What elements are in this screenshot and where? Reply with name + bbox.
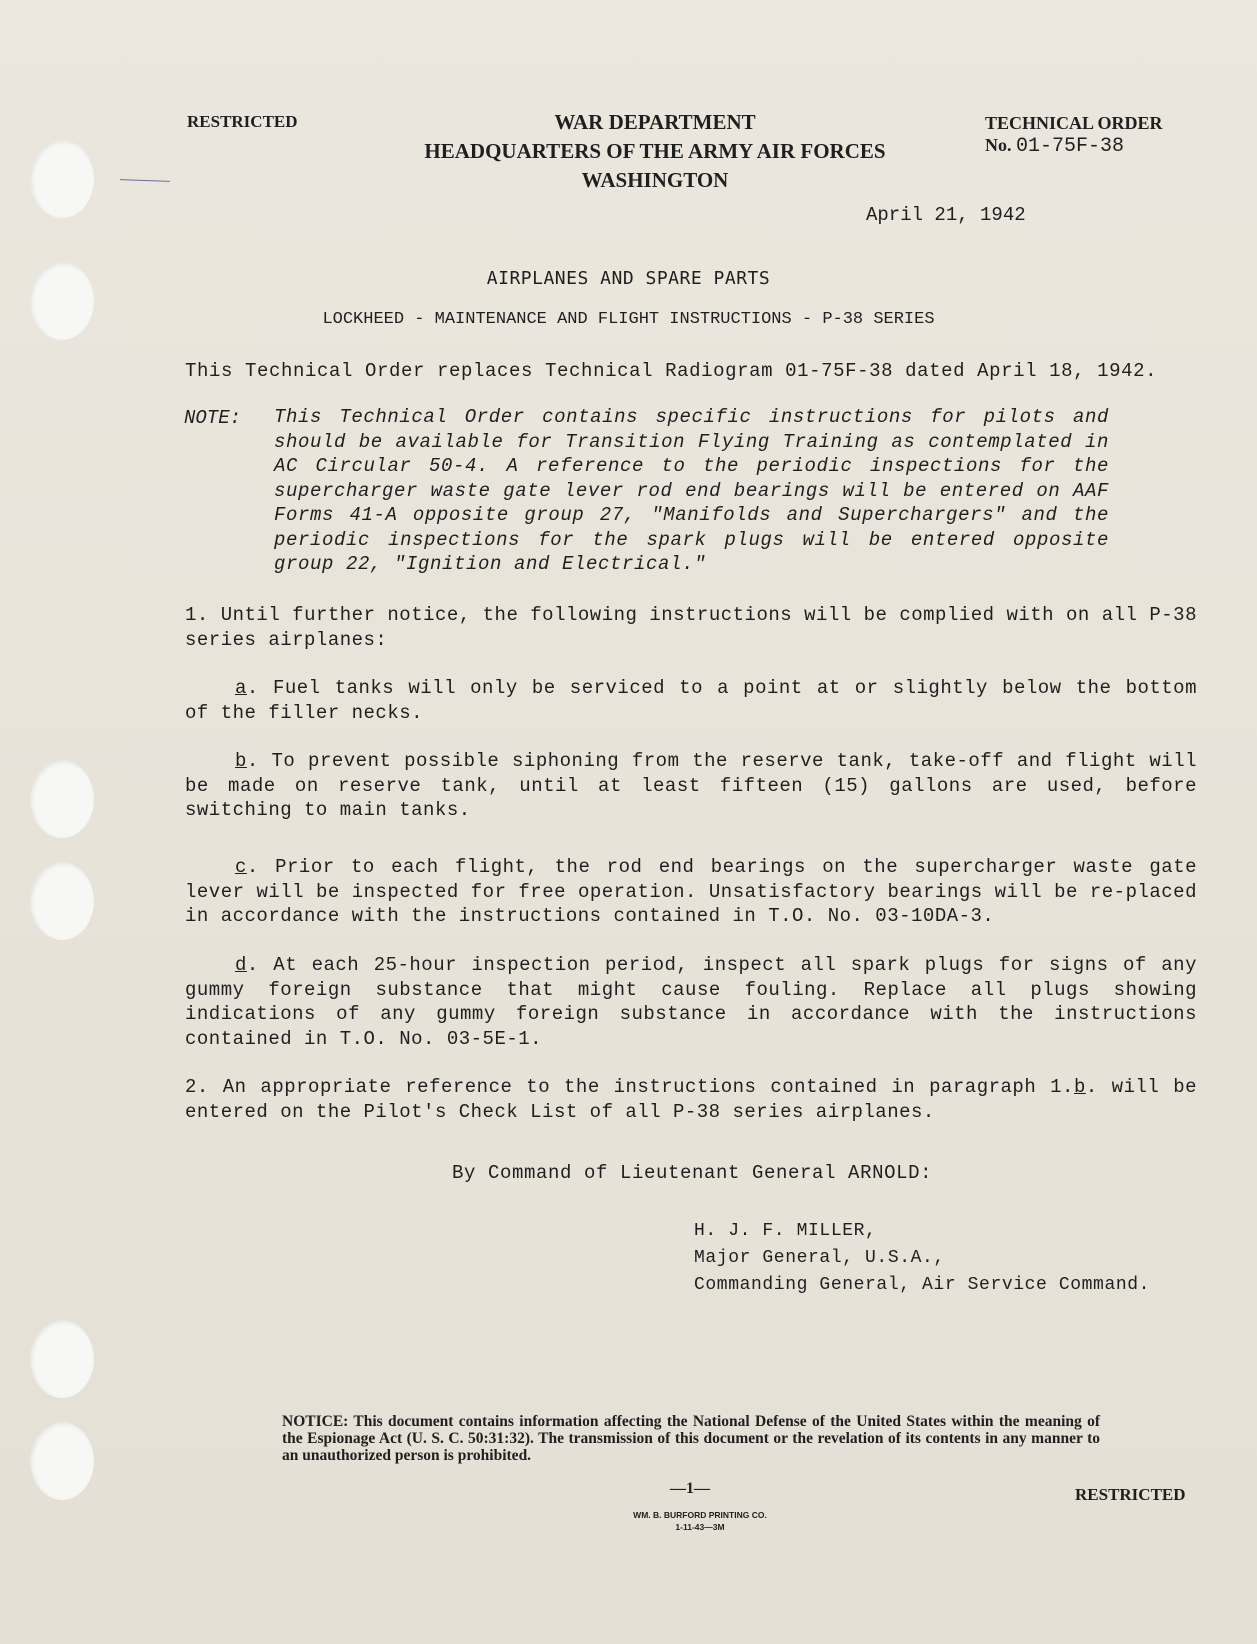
subparagraph-letter: a [235, 677, 247, 699]
pencil-mark [120, 179, 170, 182]
page-number: —1— [670, 1480, 710, 1497]
subparagraph-letter: c [235, 856, 247, 878]
paragraph-2 [185, 1075, 1197, 1124]
signature-block [694, 1218, 1150, 1299]
signatory-rank: Major General, U.S.A., [694, 1248, 945, 1268]
subparagraph-letter: d [235, 954, 247, 976]
security-notice: NOTICE: This document contains information affecting the National Defense of the United States within the meaning of the Espionage Act (U. S. C. 50:31:32). The transmission of this document or the revelation of its contents in any manner to an unauthorized person is prohibited. [282, 1413, 1100, 1464]
subparagraph-text: . Fuel tanks will only be serviced to a point at or slightly below the bottom of the filler necks. [185, 677, 1197, 724]
signatory-name: H. J. F. MILLER, [694, 1221, 877, 1241]
subparagraph-text: . To prevent possible siphoning from the reserve tank, take-off and flight will be made on reserve tank, until at least fifteen (15) gallons are used, before switching to main tanks. [185, 750, 1197, 821]
technical-order-no-label: No. [985, 135, 1012, 155]
punch-hole [30, 760, 94, 838]
paragraph-2-text-end: . will be entered on the Pilot's Check List of all P-38 series airplanes. [185, 1076, 1197, 1123]
note-text: This Technical Order contains specific instructions for pilots and should be available for Transition Flying Training as contemplated in AC Circular 50-4. A reference to the periodic inspections for the supercharger waste gate lever rod end bearings will be entered on AAF Forms 41-A opposite group 27, "Manifolds and Superchargers" and the periodic inspections for the spark plugs will be entered opposite group 22, "Ignition and Electrical." [274, 406, 1109, 575]
punch-hole [30, 862, 94, 940]
headquarters: HEADQUARTERS OF THE ARMY AIR FORCES [424, 139, 886, 163]
classification-top: RESTRICTED [187, 112, 298, 131]
subparagraph-text: . Prior to each flight, the rod end bearings on the supercharger waste gate lever will be inspected for free operation. Unsatisfactory bearings will be re-placed in accordance with the instructions contained in T.O. No. 03-10DA-3. [185, 856, 1197, 927]
punch-hole [30, 1320, 94, 1398]
subparagraph-letter: b [235, 750, 247, 772]
subparagraph-d [185, 953, 1197, 1051]
subject-title: AIRPLANES AND SPARE PARTS [486, 268, 771, 289]
issue-date: April 21, 1942 [866, 204, 1026, 226]
replaces-statement: This Technical Order replaces Technical Radiogram 01-75F-38 dated April 18, 1942. [185, 360, 1158, 382]
punch-hole [30, 140, 94, 218]
city: WASHINGTON [581, 168, 729, 192]
print-code: 1-11-43—3M [675, 1522, 725, 1532]
issuing-authority [360, 108, 950, 195]
subject-subtitle: LOCKHEED - MAINTENANCE AND FLIGHT INSTRUCTIONS - P-38 SERIES [322, 310, 935, 329]
paragraph-2-ref-letter: b [1073, 1076, 1086, 1098]
note-label: NOTE: [184, 407, 242, 429]
technical-order-number: 01-75F-38 [1016, 135, 1125, 158]
department: WAR DEPARTMENT [554, 110, 756, 134]
subparagraph-a [185, 676, 1197, 725]
command-line: By Command of Lieutenant General ARNOLD: [452, 1162, 933, 1184]
subparagraph-text: . At each 25-hour inspection period, inspect all spark plugs for signs of any gummy foreign substance that might cause fouling. Replace all plugs showing indications of any gummy foreign substance in accordance with the instructions contained in T.O. No. 03-5E-1. [185, 954, 1197, 1050]
subparagraph-c [185, 855, 1197, 929]
paragraph-1: 1. Until further notice, the following instructions will be complied with on all P-38 series airplanes: [185, 604, 1197, 651]
paragraph-2-text-start: 2. An appropriate reference to the instructions contained in paragraph 1. [185, 1076, 1074, 1098]
technical-order-block [985, 112, 1163, 158]
signatory-title: Commanding General, Air Service Command. [694, 1275, 1151, 1295]
printer-imprint [600, 1509, 800, 1533]
classification-bottom: RESTRICTED [1075, 1485, 1186, 1504]
technical-order-label: TECHNICAL ORDER [985, 113, 1163, 133]
printer-name: WM. B. BURFORD PRINTING CO. [633, 1510, 767, 1520]
subparagraph-b [185, 749, 1197, 823]
technical-order-number-line [985, 134, 1163, 158]
punch-hole [30, 1422, 94, 1500]
